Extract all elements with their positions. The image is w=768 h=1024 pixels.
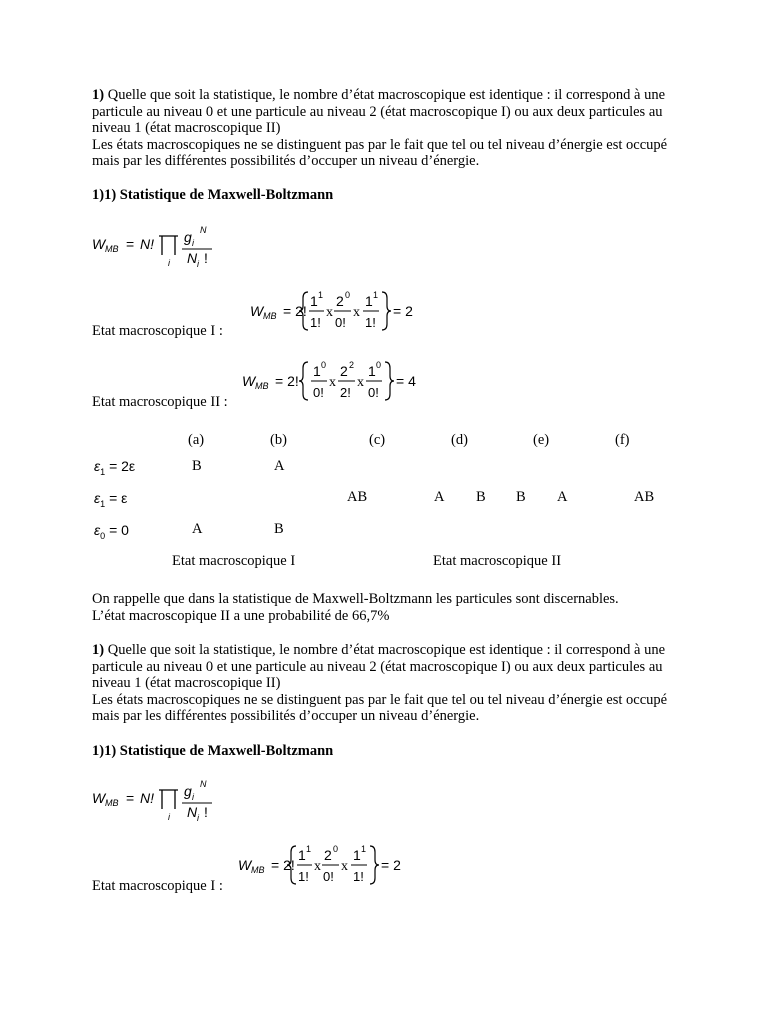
svg-text:0: 0 bbox=[333, 844, 339, 854]
intro-text-2: Les états macroscopiques ne se distinguent pas par le fait que tel ou tel niveau d’énergie est occupé mais par les différentes possibilités d’occuper un niveau d’énergie. bbox=[92, 136, 668, 169]
svg-text:= 2: = 2 bbox=[393, 303, 413, 319]
level-label-e0: $\varepsilon_0 = 0$ bbox=[94, 522, 129, 541]
formula-macro-I bbox=[248, 288, 428, 334]
factorial-sign: ! bbox=[204, 250, 208, 266]
svg-text:x: x bbox=[314, 859, 321, 874]
svg-text:= 2!: = 2! bbox=[283, 303, 307, 319]
svg-text:2: 2 bbox=[336, 293, 344, 309]
cell-top-b: A bbox=[274, 458, 285, 474]
column-header-b: (b) bbox=[270, 432, 287, 448]
svg-text:MB: MB bbox=[105, 798, 119, 808]
svg-text:2: 2 bbox=[324, 847, 332, 863]
svg-text:= 2!: = 2! bbox=[271, 857, 295, 873]
g-superscript: N bbox=[200, 225, 207, 235]
svg-text:W: W bbox=[242, 373, 256, 389]
closing-line-1: On rappelle que dans la statistique de Maxwell-Boltzmann les particules sont discernables. bbox=[92, 591, 619, 607]
svg-text:1: 1 bbox=[313, 363, 321, 379]
intro-text: Quelle que soit la statistique, le nombre d’état macroscopique est identique : il correspond à une particule au niveau 0 et une particule au niveau 2 (état macroscopique I) ou aux deux particules au niveau 1 (état macroscopique II) bbox=[92, 87, 665, 136]
equals-sign: = bbox=[126, 236, 135, 252]
svg-text:1: 1 bbox=[373, 290, 379, 300]
svg-text:0!: 0! bbox=[313, 385, 324, 400]
product-index: i bbox=[168, 258, 170, 268]
level-label-e1-2e: $\varepsilon_1 = 2\varepsilon$ bbox=[94, 458, 136, 477]
svg-text:MB: MB bbox=[251, 865, 265, 875]
column-header-e: (e) bbox=[533, 432, 550, 448]
general-formula bbox=[90, 222, 230, 272]
svg-text:i: i bbox=[192, 792, 194, 802]
svg-text:1!: 1! bbox=[353, 869, 364, 884]
cell-mid-d1: A bbox=[434, 489, 445, 505]
svg-text:x: x bbox=[341, 859, 348, 874]
intro-paragraph bbox=[92, 87, 682, 170]
label-macro-II: Etat macroscopique II : bbox=[92, 394, 228, 410]
svg-text:W: W bbox=[238, 857, 252, 873]
svg-text:0: 0 bbox=[376, 360, 382, 370]
n-factorial: N! bbox=[140, 236, 154, 252]
svg-text:0: 0 bbox=[321, 360, 327, 370]
level-label-e1-e: $\varepsilon_1 = \varepsilon$ bbox=[94, 490, 128, 509]
w-symbol: W bbox=[92, 236, 106, 252]
w-subscript: MB bbox=[105, 244, 119, 254]
label-macro-I-repeat: Etat macroscopique I : bbox=[92, 878, 223, 894]
svg-text:1: 1 bbox=[365, 293, 373, 309]
group-label-macro-I: Etat macroscopique I bbox=[172, 553, 296, 569]
n-symbol: N bbox=[187, 250, 198, 266]
cell-top-a: B bbox=[192, 458, 202, 474]
general-formula-repeat bbox=[90, 776, 230, 826]
intro-paragraph-repeat: 1) Quelle que soit la statistique, le nombre d’état macroscopique est identique : il correspond à une particule au niveau 0 et une particule au niveau 2 (état macroscopique I) ou aux deux particules au niveau 1 (état macroscopique II) Les états macroscopiques ne se distinguent pas par le fait que tel ou tel niveau d’énergie est occupé mais par les différentes possibilités d’occuper un niveau d’énergie. bbox=[92, 642, 668, 724]
svg-text:1!: 1! bbox=[298, 869, 309, 884]
svg-text:x: x bbox=[326, 305, 333, 320]
svg-text:= 2!: = 2! bbox=[275, 373, 299, 389]
svg-text:x: x bbox=[329, 375, 336, 390]
svg-text:N: N bbox=[200, 779, 207, 789]
g-subscript: i bbox=[192, 238, 194, 248]
svg-text:x: x bbox=[353, 305, 360, 320]
column-header-f: (f) bbox=[615, 432, 630, 448]
svg-text:1: 1 bbox=[318, 290, 324, 300]
intro-number: 1) bbox=[92, 87, 105, 103]
n-subscript: i bbox=[197, 259, 199, 269]
svg-text:= 2: = 2 bbox=[381, 857, 401, 873]
svg-text:1: 1 bbox=[361, 844, 367, 854]
svg-text:1: 1 bbox=[368, 363, 376, 379]
svg-text:1: 1 bbox=[306, 844, 312, 854]
cell-mid-e1: B bbox=[516, 489, 526, 505]
svg-text:g: g bbox=[184, 783, 192, 799]
closing-line-2: L’état macroscopique II a une probabilité de 66,7% bbox=[92, 607, 390, 624]
svg-text:MB: MB bbox=[255, 381, 269, 391]
svg-text:0!: 0! bbox=[323, 869, 334, 884]
section-title: 1)1) Statistique de Maxwell-Boltzmann bbox=[92, 187, 334, 203]
svg-text:N!: N! bbox=[140, 790, 154, 806]
formula-macro-I-repeat bbox=[236, 842, 416, 888]
svg-text:0: 0 bbox=[345, 290, 351, 300]
formula-macro-II bbox=[240, 358, 430, 404]
cell-mid-e2: A bbox=[557, 489, 568, 505]
svg-text:x: x bbox=[357, 375, 364, 390]
svg-text:0!: 0! bbox=[335, 315, 346, 330]
cell-mid-f: AB bbox=[634, 489, 655, 505]
column-header-a: (a) bbox=[188, 432, 205, 448]
cell-bot-b: B bbox=[274, 521, 284, 537]
svg-text:1: 1 bbox=[353, 847, 361, 863]
closing-paragraph bbox=[92, 591, 682, 624]
cell-mid-d2: B bbox=[476, 489, 486, 505]
section-title-repeat: 1)1) Statistique de Maxwell-Boltzmann bbox=[92, 743, 334, 759]
column-header-d: (d) bbox=[451, 432, 468, 448]
svg-text:2!: 2! bbox=[340, 385, 351, 400]
svg-text:=: = bbox=[126, 790, 135, 806]
column-header-c: (c) bbox=[369, 432, 386, 448]
svg-text:W: W bbox=[250, 303, 264, 319]
svg-text:i: i bbox=[197, 813, 199, 823]
svg-text:2: 2 bbox=[349, 360, 355, 370]
g-symbol: g bbox=[184, 229, 192, 245]
svg-text:N: N bbox=[187, 804, 198, 820]
svg-text:2: 2 bbox=[340, 363, 348, 379]
product-symbol bbox=[159, 236, 178, 255]
label-macro-I: Etat macroscopique I : bbox=[92, 323, 223, 339]
svg-text:= 4: = 4 bbox=[396, 373, 416, 389]
svg-text:1!: 1! bbox=[365, 315, 376, 330]
svg-text:MB: MB bbox=[263, 311, 277, 321]
group-label-macro-II: Etat macroscopique II bbox=[433, 553, 562, 569]
svg-text:1: 1 bbox=[298, 847, 306, 863]
cell-bot-a: A bbox=[192, 521, 203, 537]
svg-text:1: 1 bbox=[310, 293, 318, 309]
cell-mid-c: AB bbox=[347, 489, 368, 505]
svg-text:i: i bbox=[168, 812, 170, 822]
svg-text:W: W bbox=[92, 790, 106, 806]
svg-text:!: ! bbox=[204, 804, 208, 820]
svg-text:0!: 0! bbox=[368, 385, 379, 400]
svg-text:1!: 1! bbox=[310, 315, 321, 330]
